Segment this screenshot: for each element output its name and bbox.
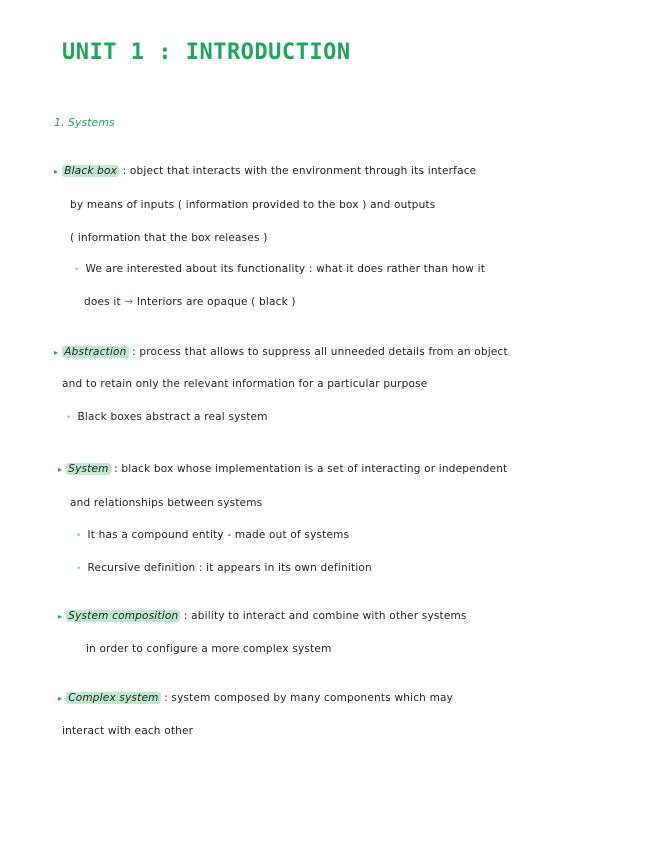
sub-text: Interiors are opaque ( black ) xyxy=(136,296,296,308)
system-line-1 xyxy=(58,463,507,475)
abstraction-line-1 xyxy=(54,346,508,358)
composition-line-1 xyxy=(58,610,467,622)
term-separator: : xyxy=(114,463,118,475)
definition-text: process that allows to suppress all unneeded details from an object xyxy=(139,346,508,358)
term-abstraction: Abstraction xyxy=(64,346,127,358)
definition-text: system composed by many components which may xyxy=(171,692,454,704)
complex-line-2: interact with each other xyxy=(62,725,194,737)
bullet-arrow-icon: ▸ xyxy=(54,167,59,176)
section-heading: 1. Systems xyxy=(54,116,115,129)
term-system: System xyxy=(68,463,109,475)
bullet-arrow-icon: ▸ xyxy=(58,612,63,621)
term-separator: : xyxy=(132,346,136,358)
system-sub-1 xyxy=(76,529,349,541)
black-box-line-2: by means of inputs ( information provided to the box ) and outputs xyxy=(70,199,436,211)
sub-text: It has a compound entity - made out of systems xyxy=(87,529,350,541)
abstraction-sub-1 xyxy=(66,411,268,423)
sub-text: Recursive definition : it appears in its own definition xyxy=(87,562,372,574)
composition-line-2: in order to configure a more complex system xyxy=(86,643,332,655)
bullet-dot-icon: • xyxy=(66,413,72,423)
page-title: UNIT 1 : INTRODUCTION xyxy=(62,40,351,65)
complex-line-1 xyxy=(58,692,453,704)
definition-text: object that interacts with the environment through its interface xyxy=(129,165,477,177)
system-sub-2 xyxy=(76,562,372,574)
bullet-arrow-icon: ▸ xyxy=(58,694,63,703)
sub-text: Black boxes abstract a real system xyxy=(77,411,268,423)
term-black-box: Black box xyxy=(64,165,118,177)
bullet-dot-icon: • xyxy=(76,564,82,574)
term-separator: : xyxy=(183,610,188,622)
sub-text: does it xyxy=(84,296,121,308)
term-complex-system: Complex system xyxy=(68,692,159,704)
bullet-dot-icon: • xyxy=(76,531,82,541)
definition-text: ability to interact and combine with other systems xyxy=(191,610,467,622)
black-box-sub-1-cont xyxy=(84,296,296,308)
term-separator: : xyxy=(164,692,168,704)
bullet-arrow-icon: ▸ xyxy=(58,465,63,474)
term-system-composition: System composition xyxy=(68,610,179,622)
black-box-sub-1 xyxy=(74,263,485,275)
system-line-2: and relationships between systems xyxy=(70,497,263,509)
bullet-dot-icon: • xyxy=(74,265,80,275)
sub-text: We are interested about its functionality : what it does rather than how it xyxy=(85,263,486,275)
implies-arrow-icon: → xyxy=(124,296,134,308)
black-box-line-1 xyxy=(54,165,476,177)
term-separator: : xyxy=(122,165,127,177)
abstraction-line-2: and to retain only the relevant information for a particular purpose xyxy=(62,378,428,390)
bullet-arrow-icon: ▸ xyxy=(54,348,59,357)
black-box-line-3: ( information that the box releases ) xyxy=(70,232,268,244)
definition-text: black box whose implementation is a set of interacting or independent xyxy=(121,463,508,475)
